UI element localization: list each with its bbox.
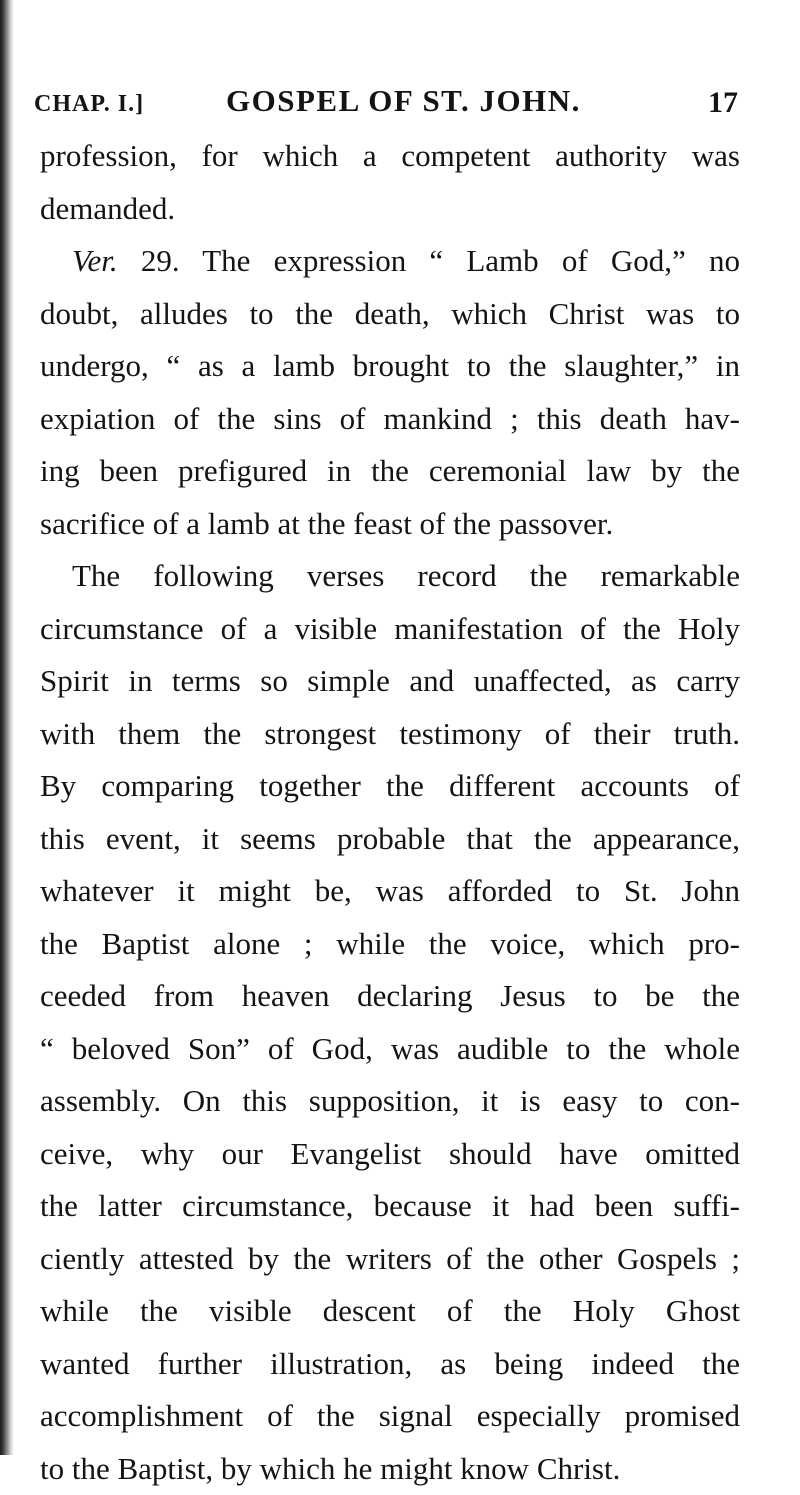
page-number: 17 <box>708 86 738 120</box>
text-line: to the Baptist, by which he might know Christ. <box>40 1443 740 1495</box>
text-line: ceive, why our Evangelist should have omitted <box>40 1128 740 1181</box>
text-line: wanted further illustration, as being indeed the <box>40 1338 740 1391</box>
text-line: doubt, alludes to the death, which Christ was to <box>40 288 740 341</box>
text-line: undergo, “ as a lamb brought to the slaughter,” in <box>40 340 740 393</box>
text-line: demanded. <box>40 183 740 236</box>
text-line: while the visible descent of the Holy Ghost <box>40 1285 740 1338</box>
verse-line-text: 29. The expression “ Lamb of God,” no <box>118 243 740 278</box>
body-text <box>40 130 740 1495</box>
text-line: profession, for which a competent authority was <box>40 130 740 183</box>
text-line: expiation of the sins of mankind ; this death hav- <box>40 393 740 446</box>
verse-reference: Ver. <box>72 243 118 278</box>
text-line: this event, it seems probable that the appearance, <box>40 813 740 866</box>
text-line: circumstance of a visible manifestation of the Holy <box>40 603 740 656</box>
text-line: ceeded from heaven declaring Jesus to be the <box>40 970 740 1023</box>
verse-line <box>40 235 740 288</box>
running-header <box>34 83 738 123</box>
text-line: the latter circumstance, because it had been suffi- <box>40 1180 740 1233</box>
text-line: The following verses record the remarkable <box>40 550 740 603</box>
page-title: GOSPEL OF ST. JOHN. <box>226 83 581 119</box>
text-line: assembly. On this supposition, it is easy to con- <box>40 1075 740 1128</box>
text-line: “ beloved Son” of God, was audible to the whole <box>40 1023 740 1076</box>
text-line: whatever it might be, was afforded to St. John <box>40 865 740 918</box>
text-line: Spirit in terms so simple and unaffected, as carry <box>40 655 740 708</box>
text-line: sacrifice of a lamb at the feast of the passover. <box>40 498 740 551</box>
text-line: with them the strongest testimony of their truth. <box>40 708 740 761</box>
text-line: accomplishment of the signal especially promised <box>40 1390 740 1443</box>
text-line: the Baptist alone ; while the voice, which pro- <box>40 918 740 971</box>
chapter-label: CHAP. I.] <box>34 91 144 118</box>
text-line: By comparing together the different accounts of <box>40 760 740 813</box>
text-line: ing been prefigured in the ceremonial law by the <box>40 445 740 498</box>
page-edge-shadow <box>0 0 14 1455</box>
text-line: ciently attested by the writers of the other Gospels ; <box>40 1233 740 1286</box>
